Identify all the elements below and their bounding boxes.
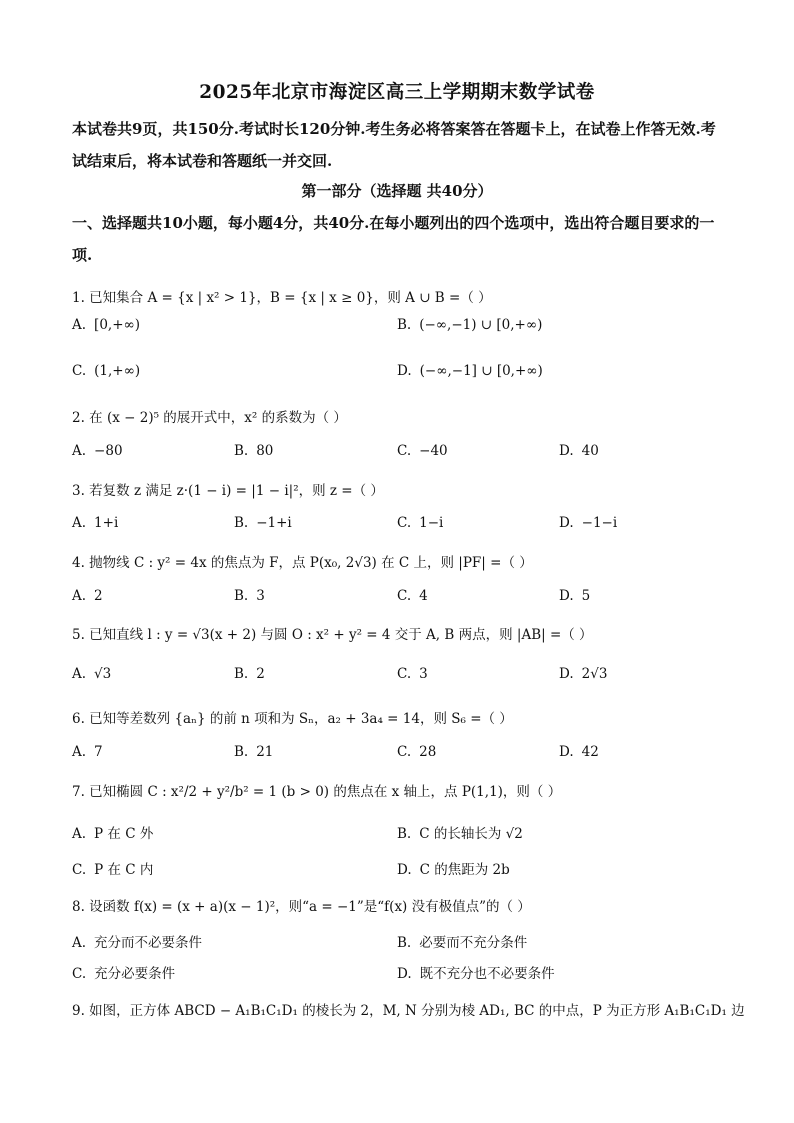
option-d: D. C 的焦距为 2b [397, 862, 510, 878]
option-d: D. 2√3 [559, 666, 608, 682]
option-b: B. C 的长轴长为 √2 [397, 826, 523, 842]
option-b: B. −1+i [234, 515, 292, 531]
exam-intro: 本试卷共9页，共150分.考试时长120分钟.考生务必将答案答在答题卡上，在试卷上作答无效.考试结束后，将本试卷和答题纸一并交回. [72, 120, 716, 170]
option-d: D. −1−i [559, 515, 618, 531]
option-d: D. (−∞,−1] ∪ [0,+∞) [397, 363, 543, 379]
part-title: 第一部分（选择题 共40分） [301, 182, 493, 200]
option-b: B. 3 [234, 588, 265, 604]
option-c: C. P 在 C 内 [72, 862, 154, 878]
option-d: D. 42 [559, 744, 599, 760]
question-6: 6. 已知等差数列 {aₙ} 的前 n 项和为 Sₙ，a₂ + 3a₄ = 14，则 S₆ =（ ） [72, 711, 513, 727]
question-1: 1. 已知集合 A = {x | x² > 1}，B = {x | x ≥ 0}，则 A ∪ B =（ ） [72, 290, 492, 306]
question-9: 9. 如图，正方体 ABCD − A₁B₁C₁D₁ 的棱长为 2，M, N 分别为棱 AD₁, BC 的中点，P 为正方形 A₁B₁C₁D₁ 边 [72, 1003, 745, 1019]
option-c: C. 1−i [397, 515, 444, 531]
page-title: 2025年北京市海淀区高三上学期期末数学试卷 [199, 82, 595, 103]
option-b: B. 必要而不充分条件 [397, 935, 528, 951]
option-b: B. (−∞,−1) ∪ [0,+∞) [397, 317, 543, 333]
option-b: B. 80 [234, 443, 274, 459]
question-8: 8. 设函数 f(x) = (x + a)(x − 1)²，则“a = −1”是“f(x) 没有极值点”的（ ） [72, 899, 531, 915]
option-c: C. (1,+∞) [72, 363, 141, 379]
option-d: D. 既不充分也不必要条件 [397, 966, 555, 982]
option-a: A. 7 [72, 744, 103, 760]
option-c: C. 充分必要条件 [72, 966, 176, 982]
option-a: A. 2 [72, 588, 103, 604]
section-instructions: 一、选择题共10小题，每小题4分，共40分.在每小题列出的四个选项中，选出符合题目要求的一项. [72, 214, 715, 264]
option-c: C. 4 [397, 588, 428, 604]
option-d: D. 40 [559, 443, 599, 459]
option-a: A. −80 [72, 443, 123, 459]
option-a: A. √3 [72, 666, 112, 682]
question-7: 7. 已知椭圆 C : x²/2 + y²/b² = 1 (b > 0) 的焦点在 x 轴上，点 P(1,1)，则（ ） [72, 784, 562, 800]
option-a: A. P 在 C 外 [72, 826, 154, 842]
option-c: C. 3 [397, 666, 428, 682]
option-a: A. 1+i [72, 515, 119, 531]
question-3: 3. 若复数 z 满足 z·(1 − i) = |1 − i|²，则 z =（ ） [72, 483, 384, 499]
option-b: B. 2 [234, 666, 265, 682]
question-2: 2. 在 (x − 2)⁵ 的展开式中，x² 的系数为（ ） [72, 410, 347, 426]
option-a: A. [0,+∞) [72, 317, 141, 333]
question-5: 5. 已知直线 l : y = √3(x + 2) 与圆 O : x² + y² = 4 交于 A, B 两点，则 |AB| =（ ） [72, 627, 593, 643]
question-4: 4. 抛物线 C : y² = 4x 的焦点为 F，点 P(x₀, 2√3) 在 C 上，则 |PF| =（ ） [72, 555, 533, 571]
option-d: D. 5 [559, 588, 591, 604]
option-b: B. 21 [234, 744, 274, 760]
option-c: C. 28 [397, 744, 437, 760]
option-c: C. −40 [397, 443, 448, 459]
option-a: A. 充分而不必要条件 [72, 935, 203, 951]
